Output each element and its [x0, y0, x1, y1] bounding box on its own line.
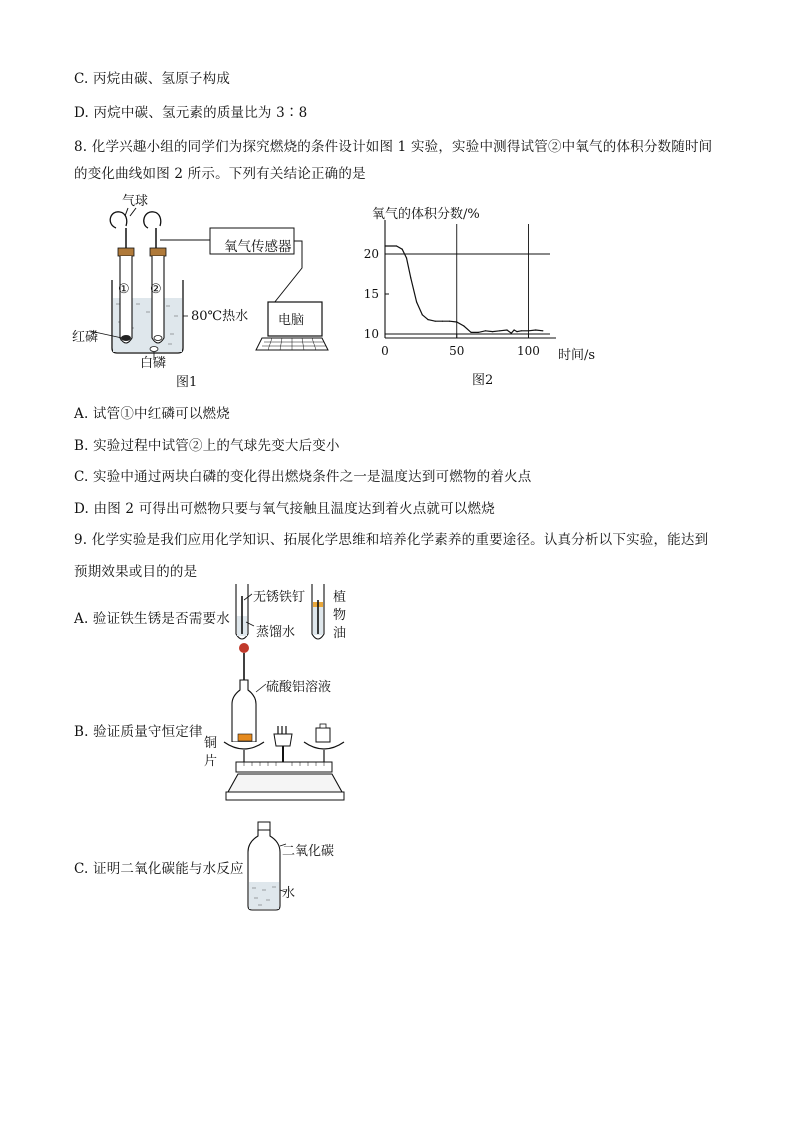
- series-line-0: [385, 246, 543, 333]
- computer-label: 电脑: [278, 313, 305, 328]
- q8-option-a: A. 试管①中红磷可以燃烧: [74, 406, 230, 422]
- figure-1-caption: 图1: [176, 375, 198, 390]
- stopper-1: [118, 248, 134, 256]
- white-phosphorus-label: 白磷: [140, 356, 167, 371]
- data-point-0-12: [463, 325, 464, 326]
- q8-stem-line-2: 的变化曲线如图 2 所示。下列有关结论正确的是: [74, 166, 366, 182]
- x-tick-label-50: 50: [449, 344, 465, 358]
- y-tick-label-15: 15: [363, 287, 379, 301]
- x-tick-label-100: 100: [517, 344, 540, 358]
- data-point-0-13: [470, 332, 471, 333]
- data-point-0-11: [456, 321, 457, 322]
- y-tick-label-10: 10: [363, 327, 379, 341]
- chart-x-axis-label: 时间/s: [558, 348, 596, 363]
- data-point-0-1: [396, 245, 397, 246]
- water-in-bottle: [249, 882, 279, 909]
- q9-option-b: B. 验证质量守恒定律: [74, 724, 203, 740]
- copper-piece: [238, 734, 252, 741]
- q9-option-a: A. 验证铁生锈是否需要水: [74, 611, 230, 627]
- data-point-0-3: [406, 257, 407, 258]
- q9-stem-line-1: 9. 化学实验是我们应用化学知识、拓展化学思维和培养化学素养的重要途径。认真分析以下实验，能达到: [74, 532, 709, 548]
- data-point-0-22: [521, 330, 522, 331]
- bottle-b: [232, 680, 256, 742]
- right-pan: [304, 742, 344, 749]
- figure-9b-balance: [222, 642, 362, 814]
- dropper-bulb: [239, 643, 249, 653]
- data-point-0-6: [422, 314, 423, 315]
- data-point-0-24: [535, 329, 536, 330]
- data-point-0-16: [492, 331, 493, 332]
- copper-label-2: 片: [204, 754, 218, 769]
- aluminium-sulfate-label: 硫酸铝溶液: [266, 680, 332, 695]
- stopper-2: [150, 248, 166, 256]
- balloon-label: 气球: [122, 194, 149, 209]
- x-tick-label-0: 0: [381, 344, 389, 358]
- data-point-0-10: [449, 321, 450, 322]
- q7-option-d: D. 丙烷中碳、氢元素的质量比为 3∶8: [74, 105, 308, 121]
- oil-label-1: 植: [333, 590, 347, 605]
- y-tick-label-20: 20: [363, 247, 379, 261]
- data-point-0-8: [435, 321, 436, 322]
- data-point-0-20: [514, 329, 515, 330]
- data-point-0-21: [516, 331, 517, 332]
- data-point-0-23: [528, 330, 529, 331]
- q9-option-c: C. 证明二氧化碳能与水反应: [74, 861, 244, 877]
- figure-1-apparatus: [70, 188, 330, 388]
- co2-label: 二氧化碳: [282, 844, 335, 859]
- test-tube-2: [152, 256, 164, 343]
- data-point-0-15: [485, 330, 486, 331]
- balloon-1: [110, 212, 127, 228]
- water-label: 水: [282, 886, 296, 901]
- balloon-2: [144, 212, 161, 228]
- left-pan: [224, 742, 264, 749]
- oil-label-3: 油: [333, 626, 347, 641]
- weight: [316, 728, 330, 742]
- nail-label: 无锈铁钉: [253, 590, 306, 605]
- q7-option-c: C. 丙烷由碳、氢原子构成: [74, 71, 231, 87]
- data-point-0-19: [511, 333, 512, 334]
- q8-stem-line-1: 8. 化学兴趣小组的同学们为探究燃烧的条件设计如图 1 实验，实验中测得试管②中氧气的体积分数随时间: [74, 139, 713, 155]
- data-point-0-4: [410, 277, 411, 278]
- beam-scale: [236, 762, 332, 772]
- data-point-0-5: [416, 301, 417, 302]
- q8-option-b: B. 实验过程中试管②上的气球先变大后变小: [74, 438, 340, 454]
- chart-title: 氧气的体积分数/%: [372, 207, 480, 222]
- hot-water-label: 80℃热水: [191, 309, 249, 324]
- figure-2-chart: [350, 196, 610, 396]
- q9-stem-line-2: 预期效果或目的的是: [74, 564, 198, 580]
- test-tube-1: [120, 256, 132, 343]
- data-point-0-14: [478, 332, 479, 333]
- oxygen-sensor-label: 氧气传感器: [224, 239, 292, 255]
- tube-2-label: ②: [150, 282, 162, 297]
- data-point-0-25: [542, 330, 543, 331]
- data-point-0-7: [427, 319, 428, 320]
- q8-option-d: D. 由图 2 可得出可燃物只要与氧气接触且温度达到着火点就可以燃烧: [74, 501, 495, 517]
- copper-label-1: 铜: [204, 736, 218, 751]
- chart-caption: 图2: [472, 373, 494, 388]
- balance-base: [228, 774, 342, 792]
- data-point-0-2: [402, 249, 403, 250]
- q8-option-c: C. 实验中通过两块白磷的变化得出燃烧条件之一是温度达到可燃物的着火点: [74, 469, 532, 485]
- data-point-0-0: [384, 245, 385, 246]
- distilled-water-label: 蒸馏水: [256, 625, 296, 640]
- data-point-0-17: [499, 330, 500, 331]
- data-point-0-18: [506, 329, 507, 330]
- oil-label-2: 物: [333, 608, 347, 623]
- pointer-stand: [274, 734, 292, 746]
- tube-1-label: ①: [118, 282, 130, 297]
- red-phosphorus: [121, 335, 131, 341]
- white-phosphorus-in-tube: [154, 336, 162, 341]
- red-phosphorus-label: 红磷: [72, 330, 99, 345]
- white-phosphorus-in-water: [150, 347, 158, 352]
- data-point-0-9: [442, 321, 443, 322]
